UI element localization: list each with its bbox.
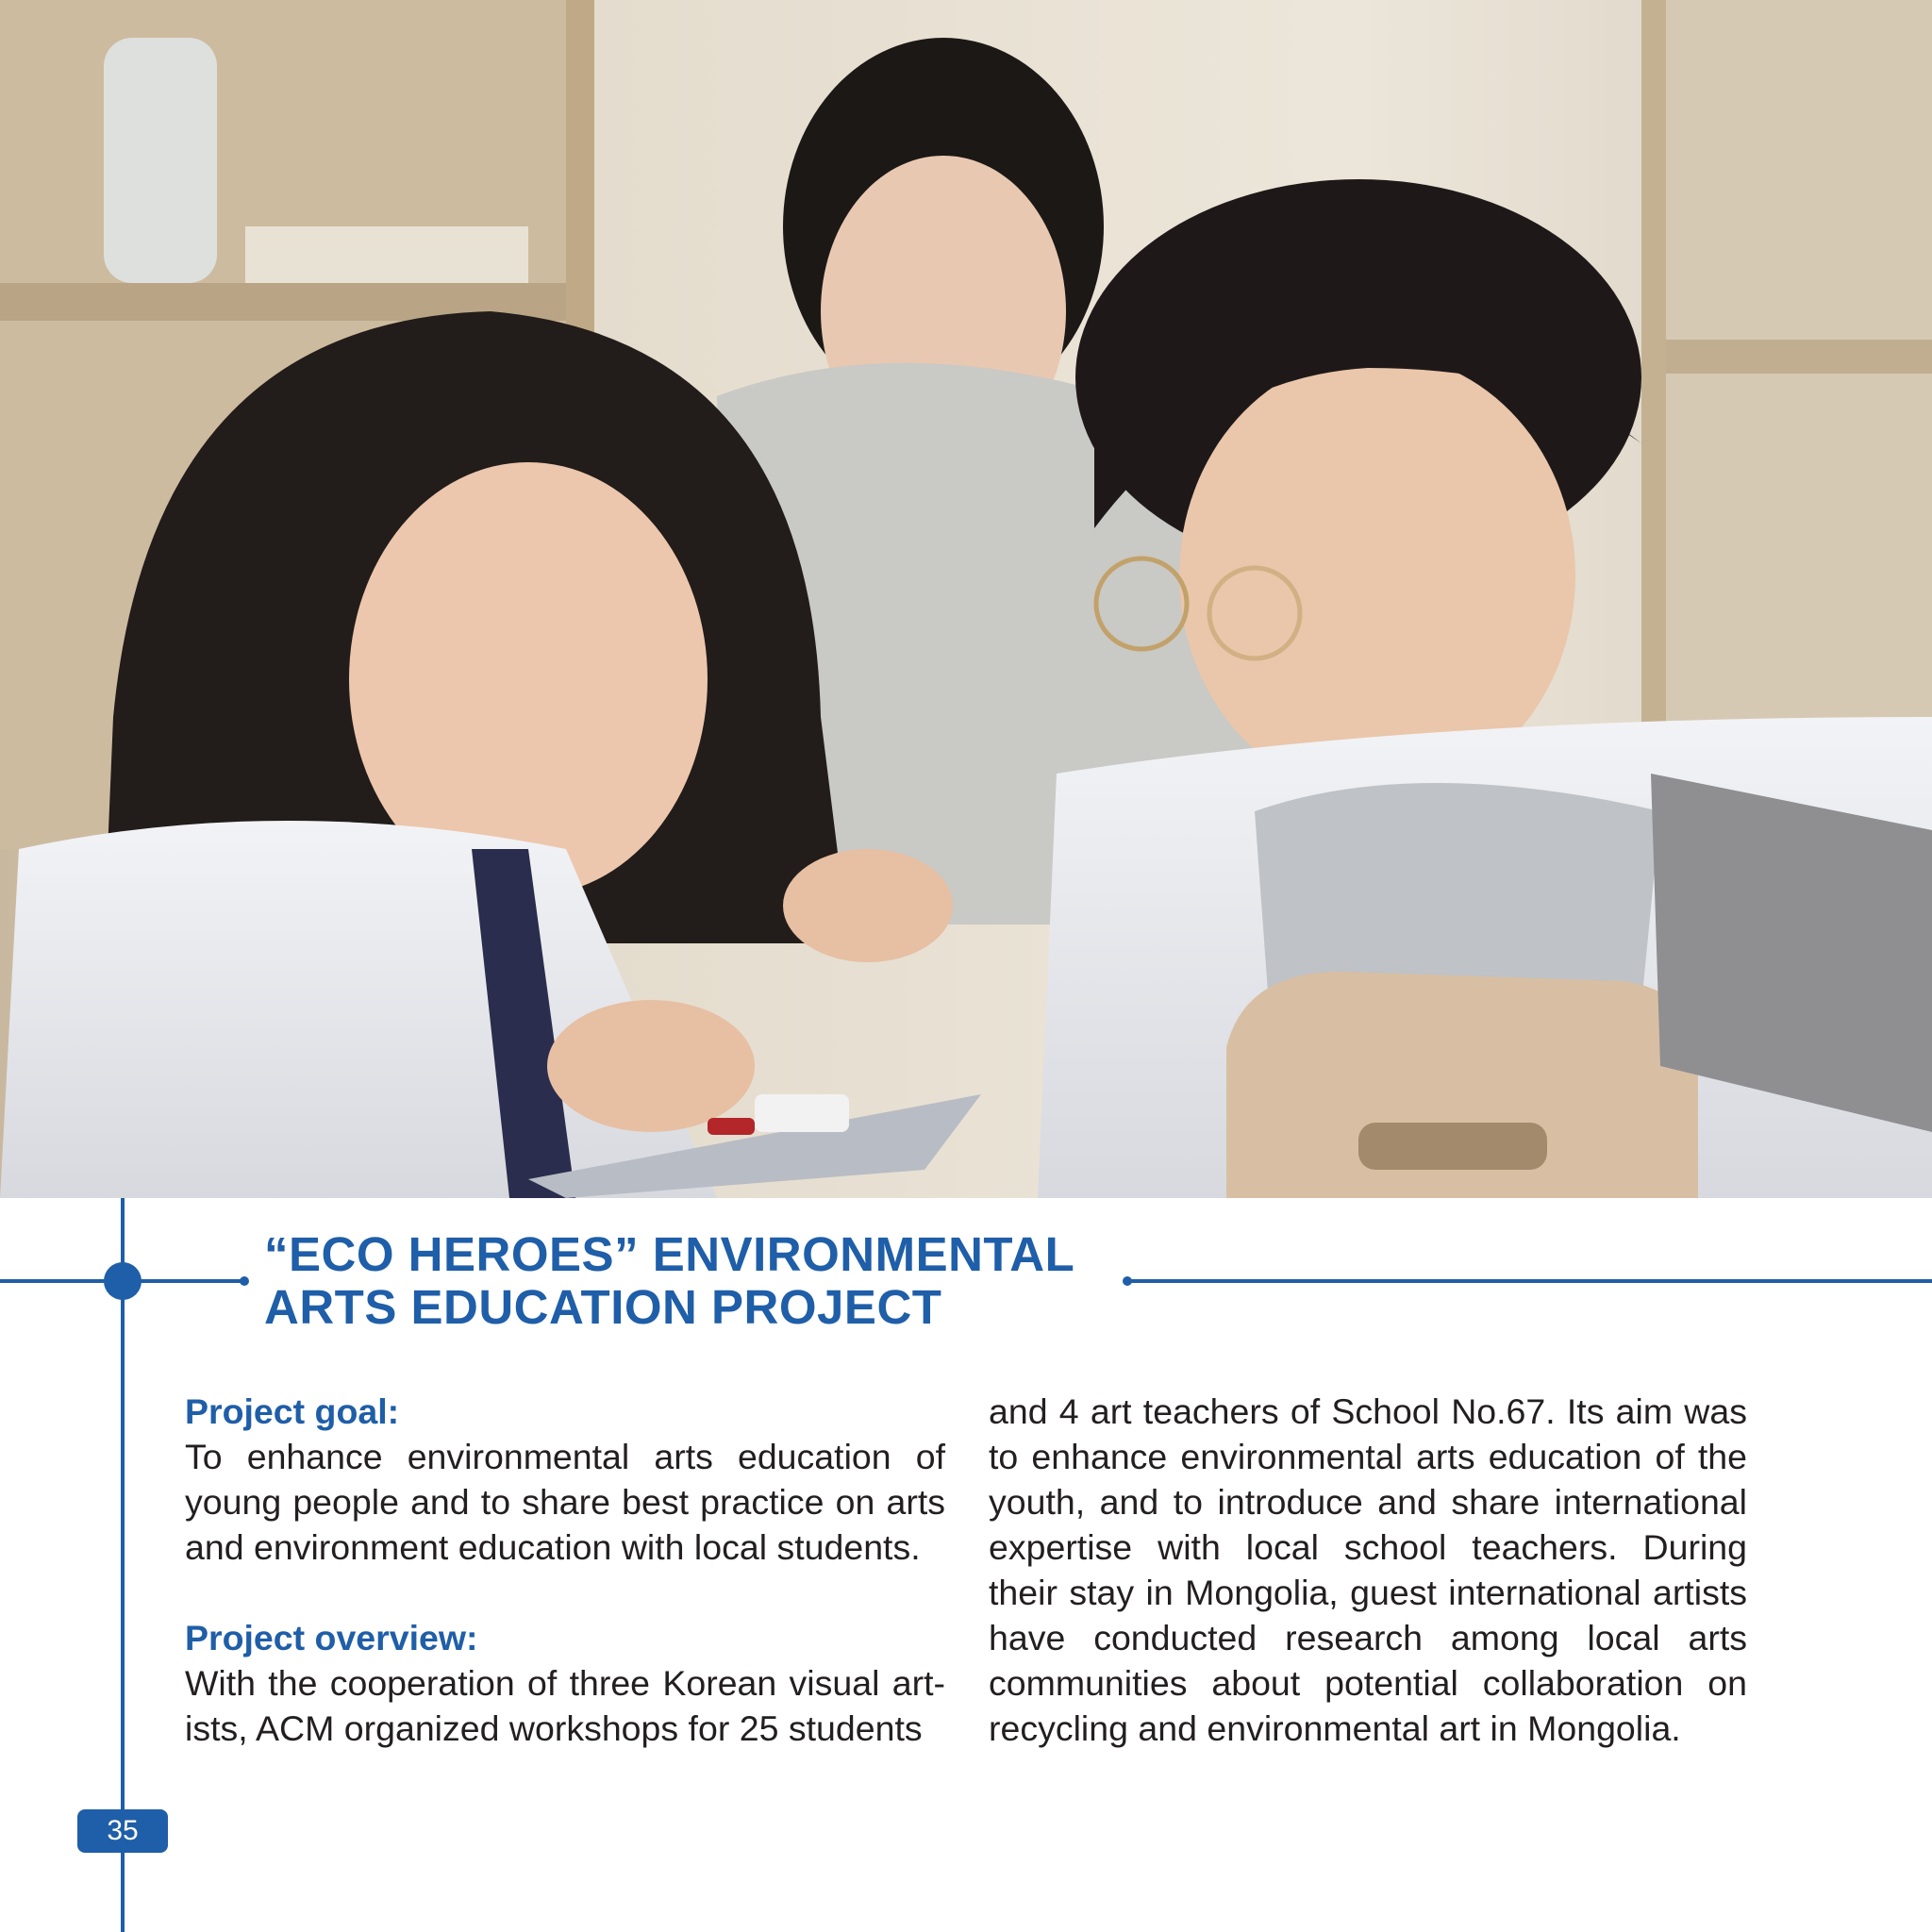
project-overview-heading: Project overview: [185,1618,478,1657]
horizontal-frame-line-right [1126,1279,1932,1283]
project-overview-text-part-2: and 4 art teachers of School No.67. Its aim was to enhance environmental arts education of the youth, and to introduce and share international expertise with local school teachers. During their stay in Mongolia, guest international artists have conducted research among local arts communities about potential collaboration on recycling and environmental art in Mongolia. [989,1391,1747,1748]
project-overview-text-part-1: With the cooperation of three Korean visual artists, ACM organized workshops for 25 students [185,1663,945,1748]
project-goal-heading: Project goal: [185,1391,400,1431]
project-goal-text: To enhance environmental arts education of young people and to share best practice on arts and environment education with local students. [185,1437,945,1567]
paragraph-spacer [185,1570,945,1615]
right-column [989,1389,1747,1751]
page-title [264,1228,1113,1334]
left-column [185,1389,945,1751]
title-line-2: ARTS EDUCATION PROJECT [264,1280,942,1334]
page-number-badge: 35 [77,1809,168,1853]
line-end-dot-left [240,1276,249,1286]
line-end-dot-right [1123,1276,1132,1286]
frame-junction-dot [104,1262,142,1300]
title-line-1: “ECO HEROES” ENVIRONMENTAL [264,1227,1075,1281]
